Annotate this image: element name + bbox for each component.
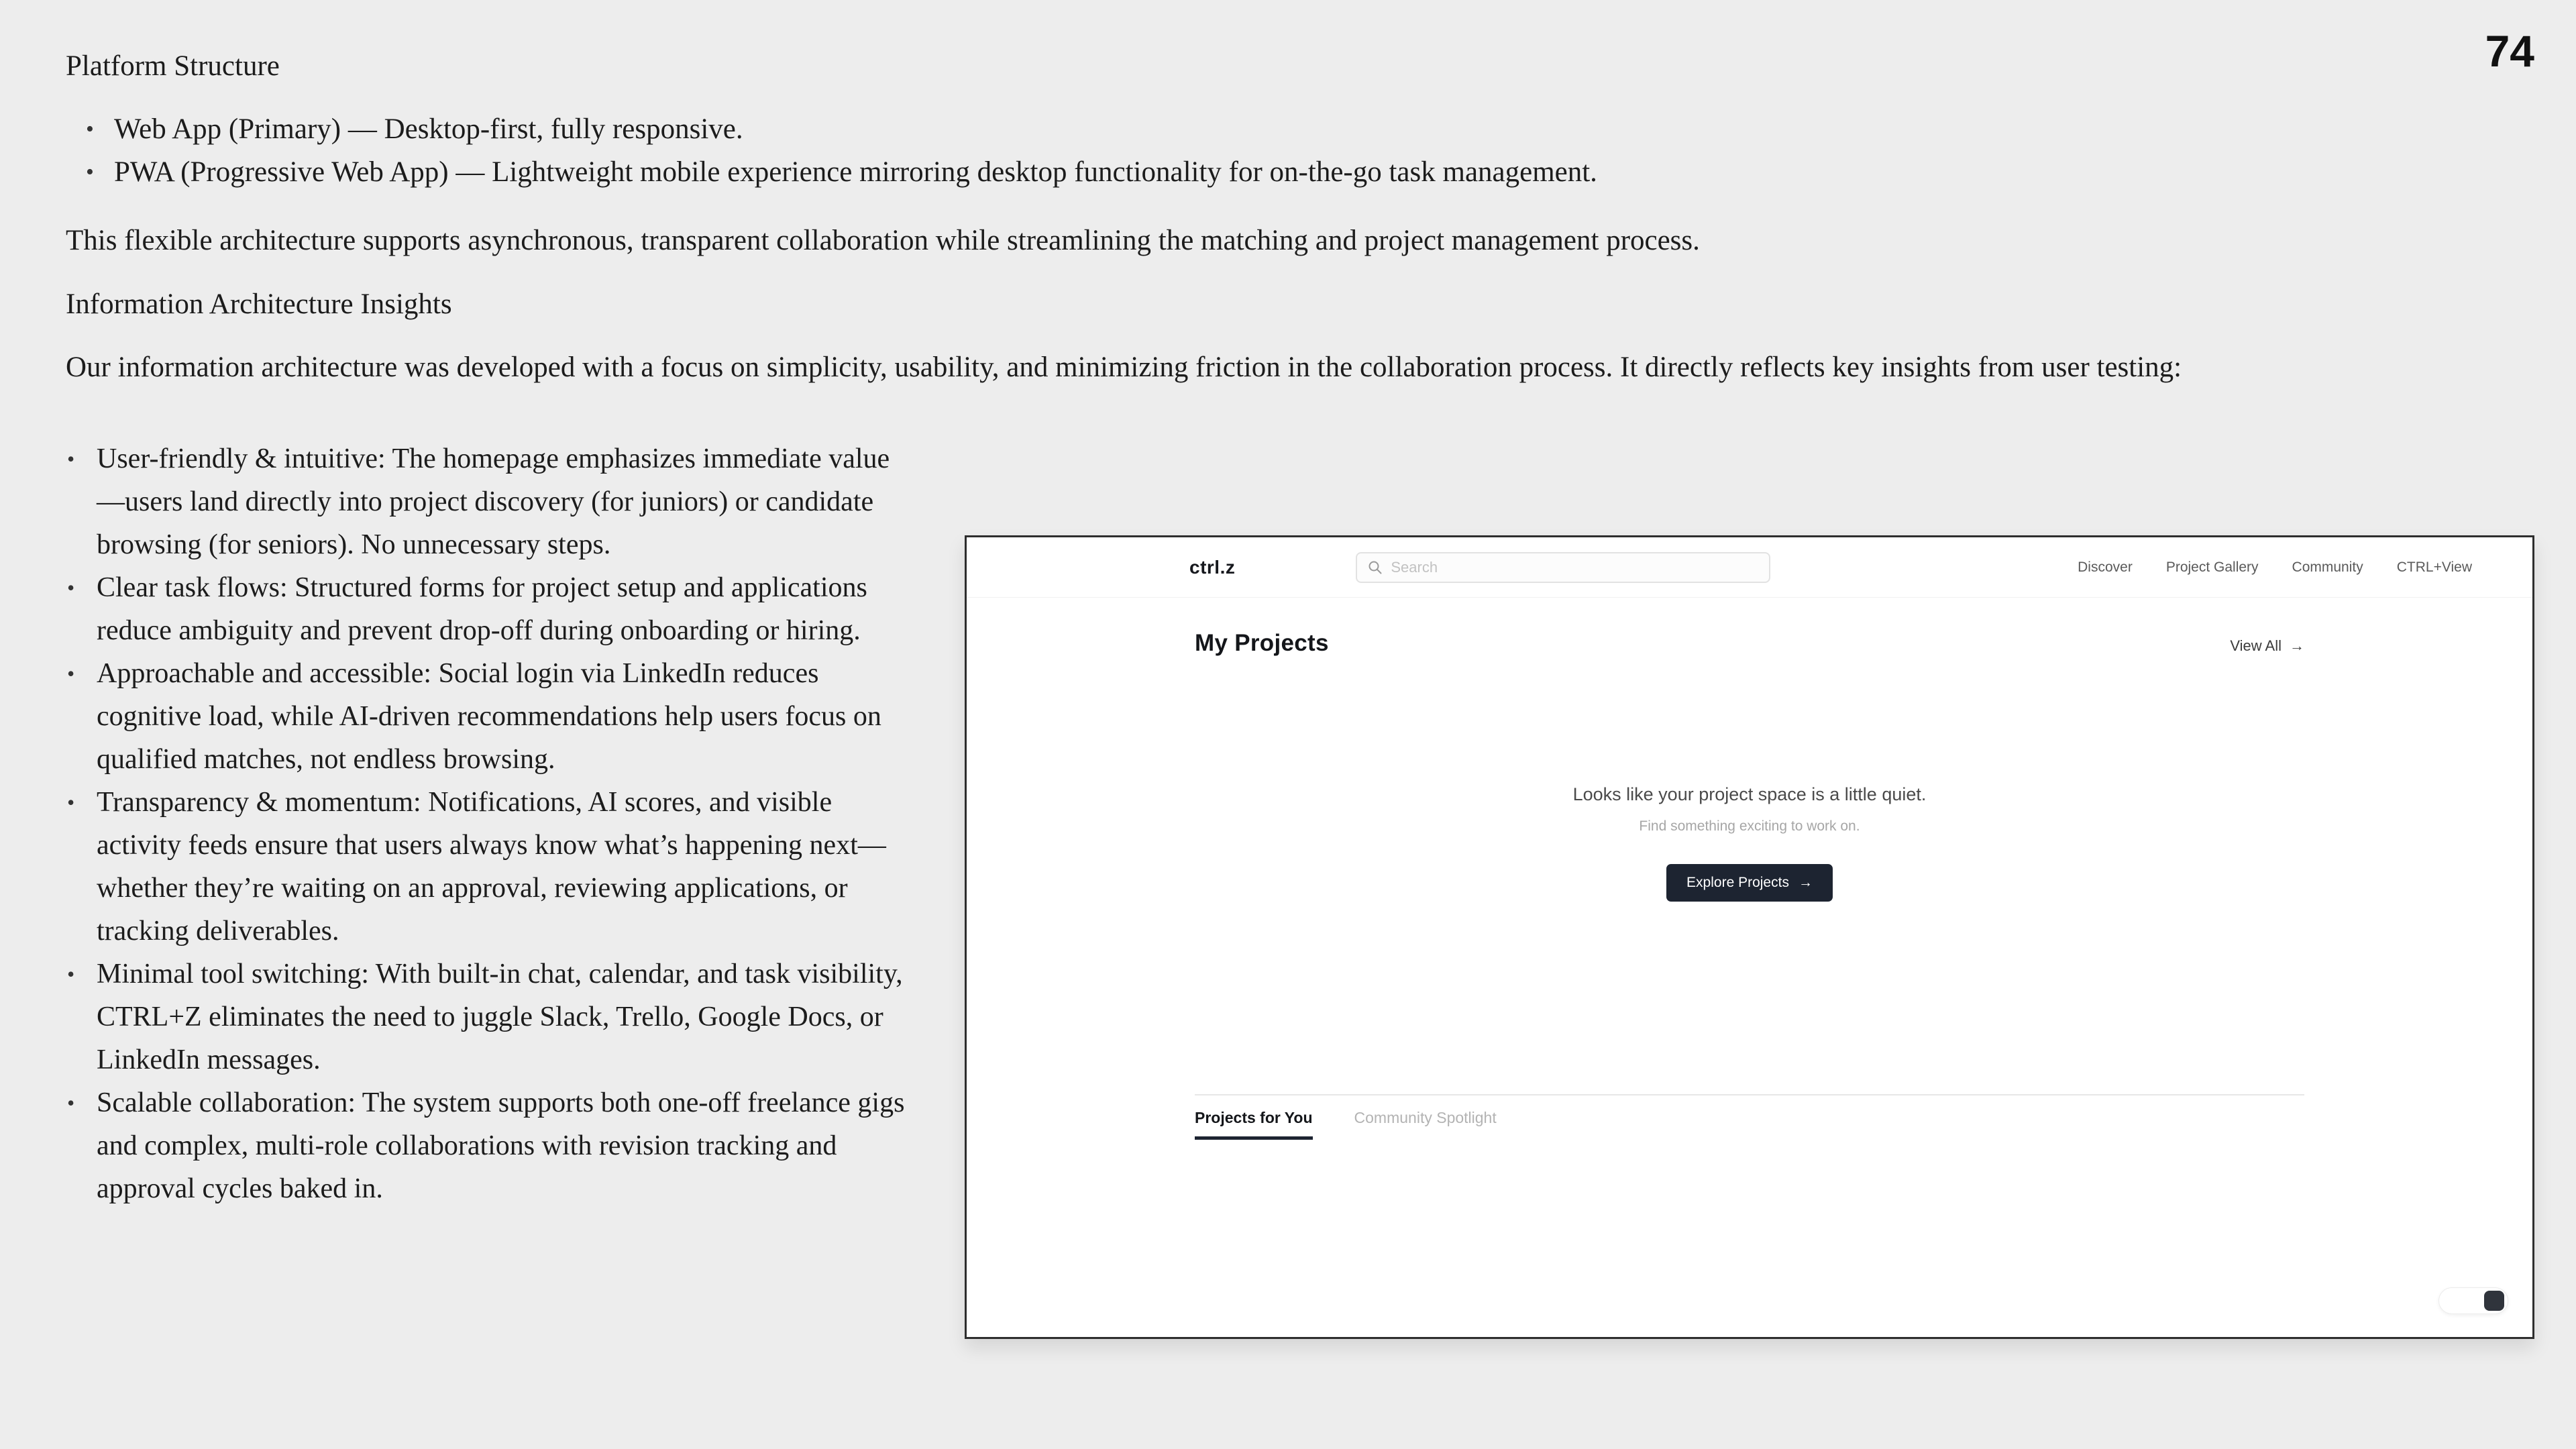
app-nav-links <box>2078 559 2472 576</box>
paragraph: Our information architecture was developed with a focus on simplicity, usability, and minimizing friction in the collaboration process. It directly reflects key insights from user testing: <box>66 352 2182 383</box>
search-input[interactable] <box>1391 559 1758 576</box>
empty-state-title: Looks like your project space is a little quiet. <box>1572 784 1927 804</box>
list-item: • User-friendly & intuitive: The homepage emphasizes immediate value—users land directly into project discovery (for juniors) or candidate browsing (for seniors). No unnecessary steps. <box>66 437 914 566</box>
watermark-badge[interactable] <box>2438 1287 2508 1314</box>
empty-state <box>967 784 2532 902</box>
paragraph: This flexible architecture supports asynchronous, transparent collaboration while streamlining the matching and project management process. <box>66 225 1700 256</box>
app-logo: ctrl.z <box>1189 556 1236 578</box>
tab-bar <box>1195 1109 1497 1140</box>
list-item: • PWA (Progressive Web App) — Lightweight mobile experience mirroring desktop functionality for on-the-go task management. <box>66 151 2510 194</box>
my-projects-title: My Projects <box>1195 630 1329 656</box>
tab-projects-for-you[interactable]: Projects for You <box>1195 1109 1313 1140</box>
list-item: • Clear task flows: Structured forms for project setup and applications reduce ambiguity and prevent drop-off during onboarding or hiring. <box>66 566 914 652</box>
nav-item-project-gallery[interactable]: Project Gallery <box>2165 559 2259 575</box>
app-screenshot-frame <box>965 535 2534 1339</box>
arrow-right-icon: → <box>1798 875 1813 890</box>
list-item: • Approachable and accessible: Social login via LinkedIn reduces cognitive load, while AI-driven recommendations help users focus on qualified matches, not endless browsing. <box>66 652 914 781</box>
nav-item-community[interactable]: Community <box>2292 559 2363 575</box>
explore-projects-button[interactable] <box>1666 864 1833 902</box>
section-heading: Information Architecture Insights <box>66 288 452 320</box>
view-all-label: View All <box>2230 637 2282 654</box>
nav-item-discover[interactable]: Discover <box>2078 559 2133 575</box>
nav-item-ctrl-view[interactable]: CTRL+View <box>2396 559 2472 575</box>
explore-projects-label: Explore Projects <box>1686 875 1789 890</box>
view-all-link[interactable] <box>2230 637 2304 655</box>
divider <box>1195 1094 2304 1095</box>
page-title: Platform Structure <box>66 50 280 82</box>
list-item: • Minimal tool switching: With built-in chat, calendar, and task visibility, CTRL+Z eliminates the need to juggle Slack, Trello, Google Docs, or LinkedIn messages. <box>66 953 914 1081</box>
watermark-icon <box>2484 1291 2504 1311</box>
insights-bullet-list <box>66 437 914 1210</box>
empty-state-subtitle: Find something exciting to work on. <box>1639 818 1860 834</box>
list-item: • Web App (Primary) — Desktop-first, fully responsive. <box>66 108 2510 151</box>
list-item: • Scalable collaboration: The system supports both one-off freelance gigs and complex, multi-role collaborations with revision tracking and approval cycles baked in. <box>66 1081 914 1210</box>
search-input-container[interactable] <box>1356 552 1770 583</box>
list-item: • Transparency & momentum: Notifications, AI scores, and visible activity feeds ensure that users always know what’s happening next—whether they’re waiting on an approval, reviewing applications, or tracking deliverables. <box>66 781 914 953</box>
arrow-right-icon: → <box>2290 637 2304 654</box>
search-icon <box>1368 560 1383 575</box>
platform-bullet-list <box>66 108 2510 194</box>
my-projects-header <box>967 630 2532 657</box>
page-number: 74 <box>2485 26 2534 76</box>
app-navbar <box>967 537 2532 598</box>
tab-community-spotlight[interactable]: Community Spotlight <box>1354 1109 1497 1126</box>
